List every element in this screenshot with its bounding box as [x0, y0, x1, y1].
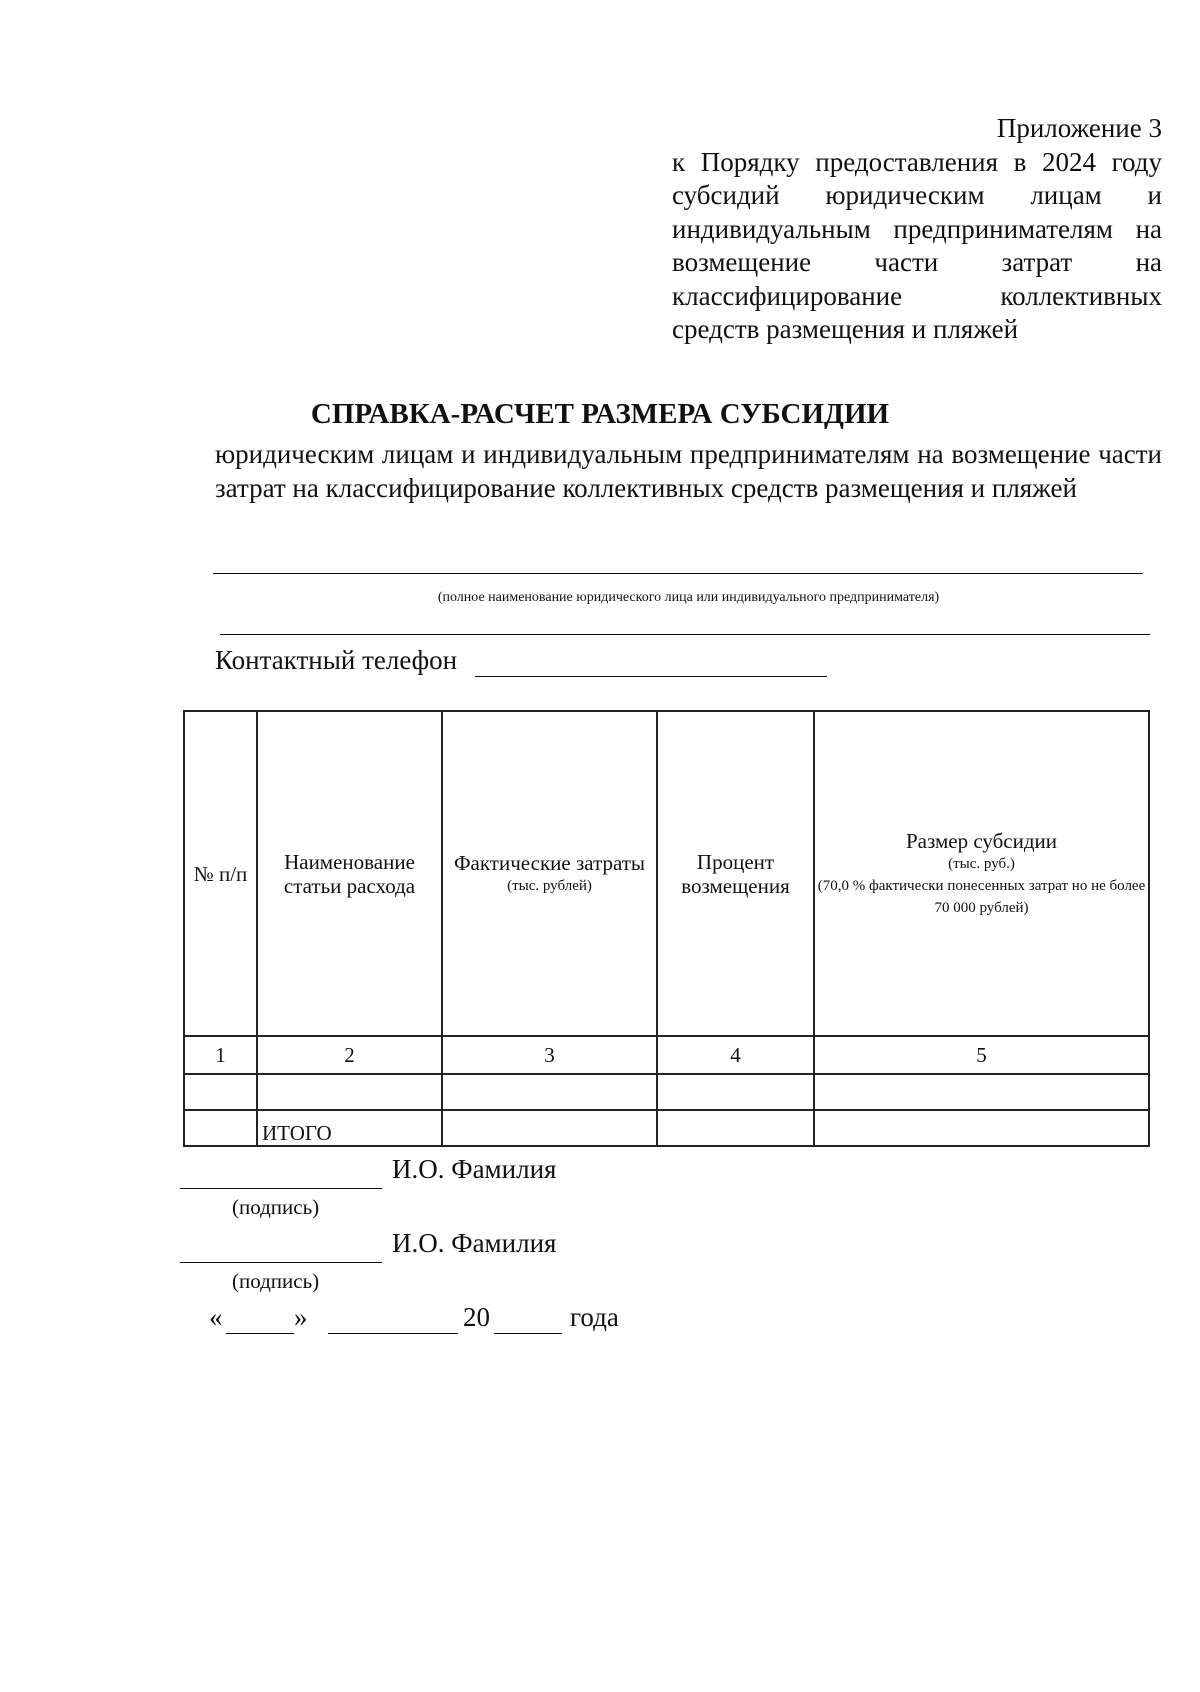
- organization-name-caption: (полное наименование юридического лица или индивидуального предпринимателя): [437, 590, 940, 605]
- column-number: 4: [657, 1036, 814, 1074]
- table-cell[interactable]: [257, 1074, 442, 1110]
- date-day-line[interactable]: [226, 1333, 294, 1334]
- header-actual-costs: [442, 711, 657, 1036]
- total-subsidy-cell[interactable]: [814, 1110, 1149, 1146]
- table-cell[interactable]: [657, 1074, 814, 1110]
- appendix-title: Приложение 3: [996, 113, 1162, 143]
- expense-table: [183, 710, 1150, 1147]
- table-cell[interactable]: [442, 1074, 657, 1110]
- signatory-name-1: И.О. Фамилия: [392, 1154, 557, 1184]
- column-number: 3: [442, 1036, 657, 1074]
- total-percent-cell[interactable]: [657, 1110, 814, 1146]
- date-year-line[interactable]: [494, 1333, 562, 1334]
- table-cell[interactable]: [184, 1110, 257, 1146]
- signatory-name-2: И.О. Фамилия: [392, 1228, 557, 1258]
- date-suffix: года: [570, 1302, 619, 1332]
- header-actual-costs-unit: (тыс. рублей): [507, 877, 592, 894]
- appendix-text: к Порядку предоставления в 2024 году субсидий юридическим лицам и индивидуальным предпринимателям на возмещение части затрат на классифицирование коллективных средств размещения и пляжей: [672, 146, 1162, 344]
- contact-phone-label: Контактный телефон: [215, 645, 458, 675]
- signature-caption-2: (подпись): [232, 1269, 320, 1293]
- document-title: СПРАВКА-РАСЧЕТ РАЗМЕРА СУБСИДИИ: [310, 398, 890, 430]
- header-expense-item: Наименование статьи расхода: [257, 711, 442, 1036]
- contact-phone: [215, 645, 457, 676]
- header-subsidy-unit: (тыс. руб.): [948, 855, 1015, 872]
- column-number-row: [184, 1036, 1149, 1074]
- date-month-line[interactable]: [328, 1333, 458, 1334]
- date-century: 20: [463, 1302, 490, 1332]
- column-number: 1: [184, 1036, 257, 1074]
- signature-caption-1: (подпись): [232, 1195, 320, 1219]
- table-cell[interactable]: [814, 1074, 1149, 1110]
- total-row: [184, 1110, 1149, 1146]
- header-subsidy-note: (70,0 % фактически понесенных затрат но не более 70 000 рублей): [817, 877, 1146, 916]
- contact-phone-line[interactable]: [475, 676, 827, 677]
- organization-name-line-2[interactable]: [220, 634, 1150, 635]
- total-actual-costs-cell[interactable]: [442, 1110, 657, 1146]
- header-reimbursement-percent: Процент возмещения: [657, 711, 814, 1036]
- signature-line-1[interactable]: [180, 1188, 382, 1189]
- column-number: 2: [257, 1036, 442, 1074]
- table-cell[interactable]: [184, 1074, 257, 1110]
- column-number: 5: [814, 1036, 1149, 1074]
- total-label: ИТОГО: [257, 1110, 442, 1146]
- appendix-block: [672, 112, 1162, 347]
- table-header-row: [184, 711, 1149, 1036]
- date-close-quote: »: [294, 1302, 308, 1332]
- document-subtitle: юридическим лицам и индивидуальным предпринимателям на возмещение части затрат на классифицирование коллективных средств размещения и пляжей: [215, 439, 1162, 503]
- header-subsidy-label: Размер субсидии: [905, 828, 1058, 853]
- header-actual-costs-label: Фактические затраты: [453, 850, 646, 875]
- organization-name-line[interactable]: [213, 573, 1143, 574]
- date-open-quote: «: [209, 1302, 223, 1332]
- header-subsidy-amount: [814, 711, 1149, 1036]
- table-row: [184, 1074, 1149, 1110]
- header-number: № п/п: [184, 711, 257, 1036]
- signature-line-2[interactable]: [180, 1262, 382, 1263]
